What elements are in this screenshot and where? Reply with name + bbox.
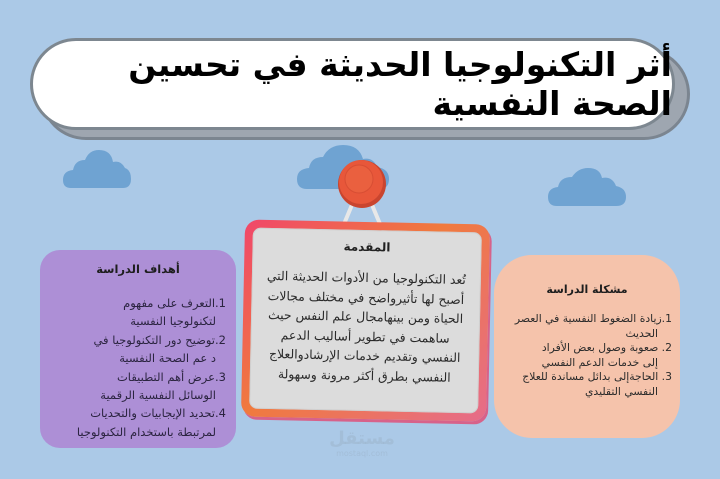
goal-item-continuation: لمرتبطة باستخدام التكنولوجيا [76,424,216,439]
goal-item: 4.تحديد الإيجابيات والتحديات [90,406,226,421]
watermark [312,428,412,458]
study-problem-card [494,255,680,438]
goal-item: 3.عرض أهم التطبيقات [116,369,226,384]
introduction-text [258,266,473,387]
introduction-line: الحياة ومن بينهامجال علم النفس حيث [267,306,464,327]
study-goals-list [50,294,226,441]
goal-item-continuation: الوسائل النفسية الرقمية [100,388,216,403]
study-problem-title: مشكلة الدراسة [546,283,628,296]
introduction-line: النفسي بطرق أكثر مرونة وسهولة [277,365,451,385]
study-goals-card [40,250,236,448]
introduction-line: تُعد التكنولوجيا من الأدوات الحديثة التي [266,267,467,288]
study-problem-list [502,312,672,400]
title-banner [30,38,675,130]
goal-item-continuation: لتكنولوجيا النفسية [130,314,216,329]
watermark-arabic: مستقل [329,428,395,449]
cloud-icon-right [548,168,626,206]
problem-item-continuation: الحديث [625,326,658,340]
introduction-line: أصبح لها تأثيرواضح في مختلف مجالات [267,287,465,307]
introduction-line: ساهمت في تطوير أساليب الدعم [280,326,450,346]
problem-item: 2. صعوبة وصول بعض الأفراد [541,341,672,355]
goal-item-continuation: د عم الصحة النفسية [119,351,216,366]
problem-item: 3. الحاجةإلى بدائل مساندة للعلاج [522,370,672,384]
watermark-latin: mostaql.com [336,449,388,458]
problem-item-continuation: إلى خدمات الدعم النفسي [541,355,658,369]
page-title: أثر التكنولوجيا الحديثة في تحسين الصحة النفسية [128,45,672,123]
pushpin-icon [334,160,390,226]
cloud-icon-left [63,150,131,188]
goal-item: 1.التعرف على مفهوم [123,296,226,310]
goal-item: 2.توضيح دور التكنولوجيا في [93,332,226,347]
study-goals-title: أهداف الدراسة [96,262,180,276]
introduction-title: المقدمة [343,239,391,255]
introduction-line: النفسي وتقديم خدمات الإرشادوالعلاج [268,345,461,365]
introduction-board-content [249,228,482,414]
problem-item: 1.زيادة الضغوط النفسية في العصر [514,312,672,325]
problem-item-continuation: النفسي التقليدي [584,384,658,398]
introduction-board [241,219,490,421]
